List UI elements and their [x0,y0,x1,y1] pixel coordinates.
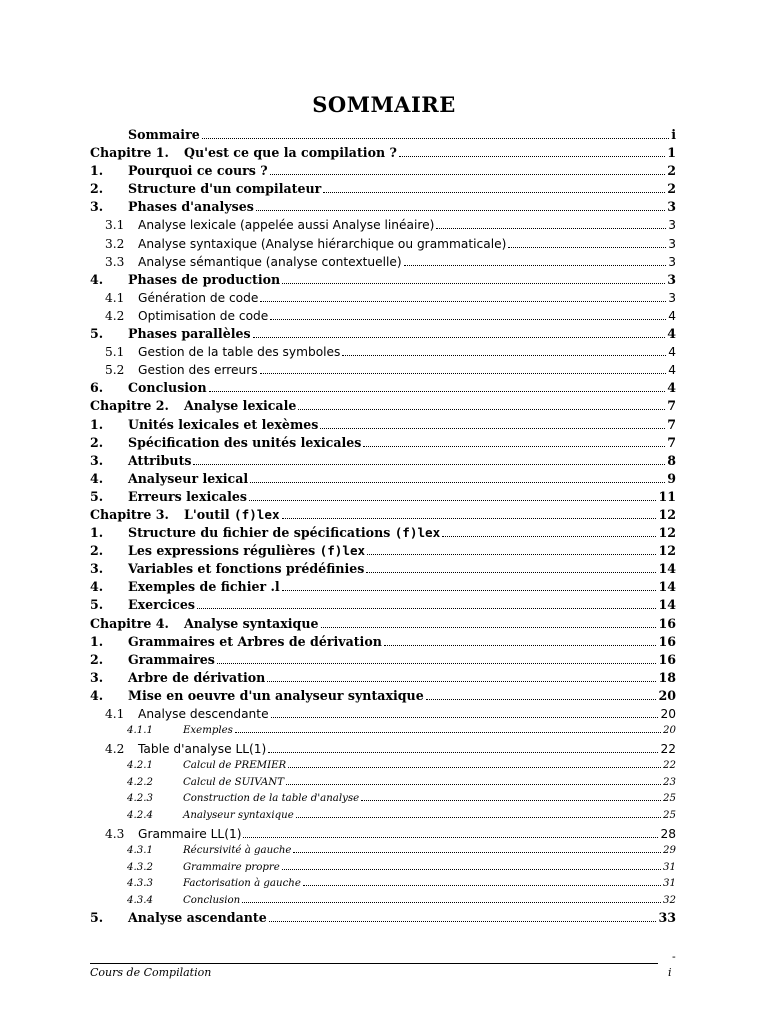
toc-entry-page: 3 [668,218,676,233]
toc-entry-number: 4.1 [105,290,125,305]
toc-entry[interactable] [90,126,676,144]
toc-entry-label-text: L'outil [184,506,235,522]
toc-entry[interactable] [90,379,676,397]
toc-entry-code: (f)lex [234,506,280,522]
toc-leader-dots [436,218,666,230]
toc-entry-page: 20 [660,707,676,721]
toc-entry-label [128,198,254,216]
toc-entry-page: 28 [660,826,676,841]
footer-page-number: i [668,966,672,979]
toc-entry-number: 6. [90,380,104,396]
toc-entry-label-text: Phases d'analyses [128,199,254,215]
toc-leader-dots [442,525,656,537]
toc-entry-number: 4.1 [105,707,125,721]
toc-entry-label [128,452,191,470]
toc-entry-page: 18 [658,669,676,685]
toc-entry-label-text: Grammaires et Arbres de dérivation [128,633,382,649]
toc-entry-label-text: Grammaire LL(1) [138,826,242,841]
toc-entry-number: 3. [90,452,104,468]
toc-entry-label [138,361,258,379]
toc-leader-dots [399,145,665,157]
toc-entry-page: 7 [667,398,676,414]
toc-entry-number: 4.1.1 [127,725,153,737]
toc-entry-label [183,758,286,775]
toc-entry-label-text: Analyse lexicale [184,398,297,414]
toc-entry[interactable] [90,506,676,524]
toc-leader-dots [342,344,666,356]
page-title: SOMMAIRE [312,92,456,117]
toc-leader-dots [243,826,658,838]
toc-entry-label-text: Factorisation à gauche [183,878,301,890]
toc-entry-page: 12 [658,525,676,541]
toc-entry-page: 20 [658,687,676,703]
toc-leader-dots [303,876,661,886]
toc-entry-label-text: Spécification des unités lexicales [128,434,362,450]
toc-entry[interactable] [90,843,676,860]
toc-leader-dots [384,633,657,645]
toc-entry-label [128,126,200,144]
toc-entry-label-text: Phases parallèles [128,326,251,342]
toc-entry-page: 3 [667,271,676,287]
toc-leader-dots [267,669,656,681]
toc-entry-page: 16 [658,651,676,667]
toc-entry-page: 16 [658,633,676,649]
toc-entry-number: 4. [90,687,104,703]
toc-leader-dots [426,688,657,700]
toc-entry-label-text: Analyse syntaxique [184,615,319,631]
toc-entry[interactable] [90,705,676,723]
toc-entry-label-text: Calcul de PREMIER [183,760,287,772]
toc-entry-page: 3 [668,290,676,305]
toc-leader-dots [366,561,656,573]
toc-entry-page: 20 [663,725,676,737]
toc-entry-page: 31 [663,878,676,890]
toc-entry[interactable] [90,325,676,343]
toc-entry-label-text: Analyse descendante [138,707,269,721]
toc-entry-number: 2. [90,434,104,450]
toc-entry-label [128,470,248,488]
toc-entry[interactable] [90,893,676,910]
toc-entry-number: 4.3 [105,826,125,841]
toc-entry-label-text: Conclusion [183,894,241,906]
toc-entry-page: 8 [667,452,676,468]
toc-entry-page: 31 [663,861,676,873]
toc-leader-dots [296,808,661,818]
toc-entry[interactable] [90,271,676,289]
toc-entry-number: 5. [90,488,104,504]
toc-leader-dots [404,254,667,266]
toc-entry-number: Chapitre 4. [90,615,169,631]
toc-entry-label-text: Grammaires [128,651,215,667]
toc-entry-label [128,379,207,397]
toc-entry-number: 4.3.2 [127,861,153,873]
toc-entry[interactable] [90,808,676,825]
toc-entry-number: 4.2.3 [127,793,153,805]
toc-leader-dots [202,127,669,139]
toc-entry-number: 4.2 [105,308,125,323]
toc-entry-label-text: Conclusion [128,380,207,396]
toc-entry-page: 7 [667,434,676,450]
toc-leader-dots [293,843,661,853]
toc-entry[interactable] [90,253,676,271]
toc-entry-number: 4.2.2 [127,776,153,788]
toc-entry-label [138,825,241,843]
toc-entry-page: 22 [663,760,676,772]
toc-entry-page: 14 [658,561,676,577]
toc-entry[interactable] [90,216,676,234]
toc-entry-page: 4 [667,380,676,396]
toc-entry[interactable] [90,825,676,843]
toc-entry-page: 4 [668,345,676,360]
toc-entry-page: 11 [658,488,676,504]
toc-entry-label [128,271,280,289]
toc-entry-page: 1 [667,145,676,161]
toc-entry-label [128,416,318,434]
toc-entry-page: 22 [660,741,676,756]
toc-entry-label-text: Récursivité à gauche [183,844,292,856]
toc-entry-label [128,669,265,687]
toc-entry[interactable] [90,307,676,325]
toc-entry-label [128,687,424,705]
toc-entry[interactable] [90,524,676,542]
toc-entry-number: 2. [90,651,104,667]
toc-entry-number: Chapitre 3. [90,506,169,522]
toc-entry-number: 4. [90,470,104,486]
toc-entry-page: 29 [663,844,676,856]
toc-entry-page: 12 [658,506,676,522]
toc-entry-label [128,560,364,578]
toc-entry-page: 25 [663,810,676,822]
toc-entry-label-text: Exemples de fichier .l [128,579,280,595]
toc-entry-number: 4.3.4 [127,894,153,906]
toc-leader-dots [270,163,666,175]
toc-entry-page: 4 [668,363,676,378]
toc-leader-dots [217,651,657,663]
toc-entry[interactable] [90,470,676,488]
toc-entry-label [138,307,268,325]
toc-entry-page: 7 [667,416,676,432]
toc-leader-dots [282,507,657,519]
toc-entry[interactable] [90,452,676,470]
toc-entry-label [184,615,319,633]
toc-entry-label-text: Arbre de dérivation [128,669,266,685]
toc-entry[interactable] [90,180,676,198]
toc-entry-label [128,909,267,927]
toc-entry-number: 3. [90,561,104,577]
toc-entry-label-text: Attributs [128,452,192,468]
toc-entry-number: 3.2 [105,236,125,251]
toc-leader-dots [286,775,661,785]
toc-leader-dots [253,326,666,338]
toc-entry-label-text: Analyseur syntaxique [183,810,294,822]
toc-leader-dots [298,398,665,410]
toc-entry-page: i [671,127,676,142]
footer-mark: - [672,950,676,963]
toc-entry[interactable] [90,791,676,808]
toc-entry-label [184,397,296,415]
toc-entry-number: Chapitre 2. [90,398,169,414]
toc-entry-label [128,578,280,596]
toc-entry-label-text: Phases de production [128,271,281,287]
toc-entry-label [184,144,397,162]
toc-entry-number: 4. [90,579,104,595]
toc-leader-dots [249,489,657,501]
toc-leader-dots [508,236,666,248]
toc-entry-number: 4.3.1 [127,844,153,856]
toc-entry[interactable] [90,560,676,578]
toc-entry-label-text: Exemples [183,725,233,737]
toc-entry-page: 9 [667,470,676,486]
toc-entry-label [183,775,284,792]
toc-entry-label-text: Analyseur lexical [128,470,249,486]
toc-entry-number: 4.2.1 [127,760,153,772]
toc-entry-label-text: Pourquoi ce cours ? [128,163,268,179]
toc-leader-dots [235,723,661,733]
toc-entry-number: 2. [90,181,104,197]
toc-entry-page: 33 [658,910,676,926]
toc-entry[interactable] [90,416,676,434]
toc-entry-label-text: Table d'analyse LL(1) [138,741,267,756]
toc-leader-dots [242,893,661,903]
toc-entry-code: (f)lex [394,525,441,541]
toc-leader-dots [282,579,657,591]
toc-entry-number: 1. [90,525,104,541]
toc-leader-dots [197,597,656,609]
toc-entry-page: 2 [667,163,676,179]
toc-entry-number: 3. [90,669,104,685]
toc-entry[interactable] [90,615,676,633]
toc-entry-label [128,542,365,560]
toc-entry-number: 5.2 [105,363,125,378]
toc-entry-number: 1. [90,163,104,179]
toc-entry[interactable] [90,775,676,792]
toc-entry-label-text: Analyse sémantique (analyse contextuelle) [138,254,402,269]
toc-leader-dots [250,470,665,482]
toc-entry[interactable] [90,235,676,253]
toc-entry-label-text: Structure d'un compilateur [128,181,322,197]
toc-entry-number: 5.1 [105,345,125,360]
toc-entry-label-text: Grammaire propre [183,861,280,873]
toc-entry-number: 1. [90,416,104,432]
toc-entry-number: 2. [90,543,104,559]
toc-entry-label [128,651,215,669]
toc-entry-page: 16 [658,615,676,631]
toc-leader-dots [321,615,657,627]
toc-entry[interactable] [90,289,676,307]
toc-entry[interactable] [90,343,676,361]
toc-entry-page: 3 [668,254,676,269]
toc-entry[interactable] [90,488,676,506]
toc-entry-label-text: Optimisation de code [138,308,269,323]
toc-entry-label-text: Les expressions régulières [128,543,320,559]
toc-entry-label [183,860,280,877]
toc-leader-dots [288,758,661,768]
toc-entry-label [183,876,301,893]
toc-entry[interactable] [90,909,676,927]
toc-leader-dots [361,791,661,801]
toc-entry-label [138,235,506,253]
toc-entry-label-text: Erreurs lexicales [128,488,247,504]
toc-entry[interactable] [90,198,676,216]
toc-entry-label [128,524,440,542]
toc-entry-label [128,596,195,614]
toc-entry-label-text: Unités lexicales et lexèmes [128,416,319,432]
toc-leader-dots [193,452,665,464]
toc-entry-label-text: Exercices [128,597,195,613]
toc-entry[interactable] [90,758,676,775]
toc-entry[interactable] [90,361,676,379]
toc-entry-label [138,289,258,307]
toc-entry-label [183,723,233,740]
toc-entry-label [128,180,321,198]
toc-entry[interactable] [90,542,676,560]
toc-entry[interactable] [90,596,676,614]
toc-leader-dots [363,434,665,446]
toc-entry-number: 3.1 [105,218,125,233]
toc-entry-page: 3 [668,236,676,251]
toc-entry-label-text: Structure du fichier de spécifications [128,525,395,541]
table-of-contents [90,126,676,928]
toc-entry[interactable] [90,144,676,162]
toc-entry-label [184,506,280,524]
toc-entry[interactable] [90,740,676,758]
toc-entry-label [138,253,402,271]
toc-entry-label [128,633,382,651]
toc-entry-label [138,216,434,234]
toc-entry-page: 14 [658,597,676,613]
toc-entry-page: 14 [658,579,676,595]
toc-leader-dots [282,859,661,869]
toc-entry-page: 25 [663,793,676,805]
toc-leader-dots [270,308,666,320]
toc-entry-label [183,808,294,825]
toc-entry[interactable] [90,397,676,415]
toc-entry-label [128,162,268,180]
toc-entry-label-text: Génération de code [138,290,259,305]
toc-entry-code: (f)lex [319,543,366,559]
toc-entry-label-text: Mise en oeuvre d'un analyseur syntaxique [128,687,424,703]
toc-entry[interactable] [90,859,676,876]
toc-entry-number: 1. [90,633,104,649]
toc-entry-label [138,705,269,723]
toc-entry-page: 12 [658,543,676,559]
toc-leader-dots [260,290,666,302]
toc-leader-dots [268,741,658,753]
toc-leader-dots [320,416,665,428]
toc-entry-number: 4.2.4 [127,810,153,822]
toc-entry-label [183,843,291,860]
toc-entry[interactable] [90,723,676,740]
toc-entry-page: 2 [667,181,676,197]
toc-leader-dots [209,380,666,392]
toc-entry-number: 3.3 [105,254,125,269]
toc-entry-label-text: Gestion des erreurs [138,363,258,378]
toc-entry[interactable] [90,162,676,180]
toc-leader-dots [256,199,665,211]
toc-entry[interactable] [90,669,676,687]
toc-entry[interactable] [90,578,676,596]
toc-entry-label-text: Calcul de SUIVANT [183,776,284,788]
toc-entry-page: 3 [667,199,676,215]
toc-entry-number: 5. [90,326,104,342]
toc-entry-label [138,740,266,758]
toc-entry-page: 4 [668,308,676,323]
toc-entry[interactable] [90,633,676,651]
footer-course-title: Cours de Compilation [90,966,212,979]
toc-entry[interactable] [90,651,676,669]
toc-entry-number: 4.2 [105,741,125,756]
toc-entry-page: 23 [663,776,676,788]
toc-entry-page: 32 [663,894,676,906]
toc-entry-label-text: Sommaire [128,127,200,142]
toc-entry-label-text: Construction de la table d'analyse [183,793,360,805]
toc-entry[interactable] [90,876,676,893]
toc-entry-label-text: Variables et fonctions prédéfinies [128,561,365,577]
toc-entry-label-text: Qu'est ce que la compilation ? [184,145,397,161]
toc-entry-number: 5. [90,597,104,613]
toc-entry-label [128,325,251,343]
toc-entry[interactable] [90,434,676,452]
toc-leader-dots [323,181,665,193]
toc-entry-label [128,488,247,506]
toc-entry-label [183,791,359,808]
toc-entry-label [183,893,240,910]
toc-leader-dots [367,543,656,555]
toc-entry[interactable] [90,687,676,705]
toc-entry-label-text: Analyse lexicale (appelée aussi Analyse linéaire) [138,218,435,233]
toc-entry-label [138,343,340,361]
toc-entry-label-text: Analyse ascendante [128,910,267,926]
toc-leader-dots [282,271,665,283]
footer-divider [90,963,658,964]
toc-entry-label [128,434,361,452]
toc-entry-page: 4 [667,326,676,342]
toc-entry-number: Chapitre 1. [90,145,169,161]
toc-leader-dots [260,362,667,374]
toc-entry-number: 5. [90,910,104,926]
toc-entry-number: 4.3.3 [127,878,153,890]
toc-leader-dots [269,910,657,922]
toc-entry-label-text: Gestion de la table des symboles [138,345,341,360]
toc-leader-dots [271,706,659,718]
toc-entry-label-text: Analyse syntaxique (Analyse hiérarchique ou grammaticale) [138,236,507,251]
toc-entry-number: 4. [90,271,104,287]
toc-entry-number: 3. [90,199,104,215]
